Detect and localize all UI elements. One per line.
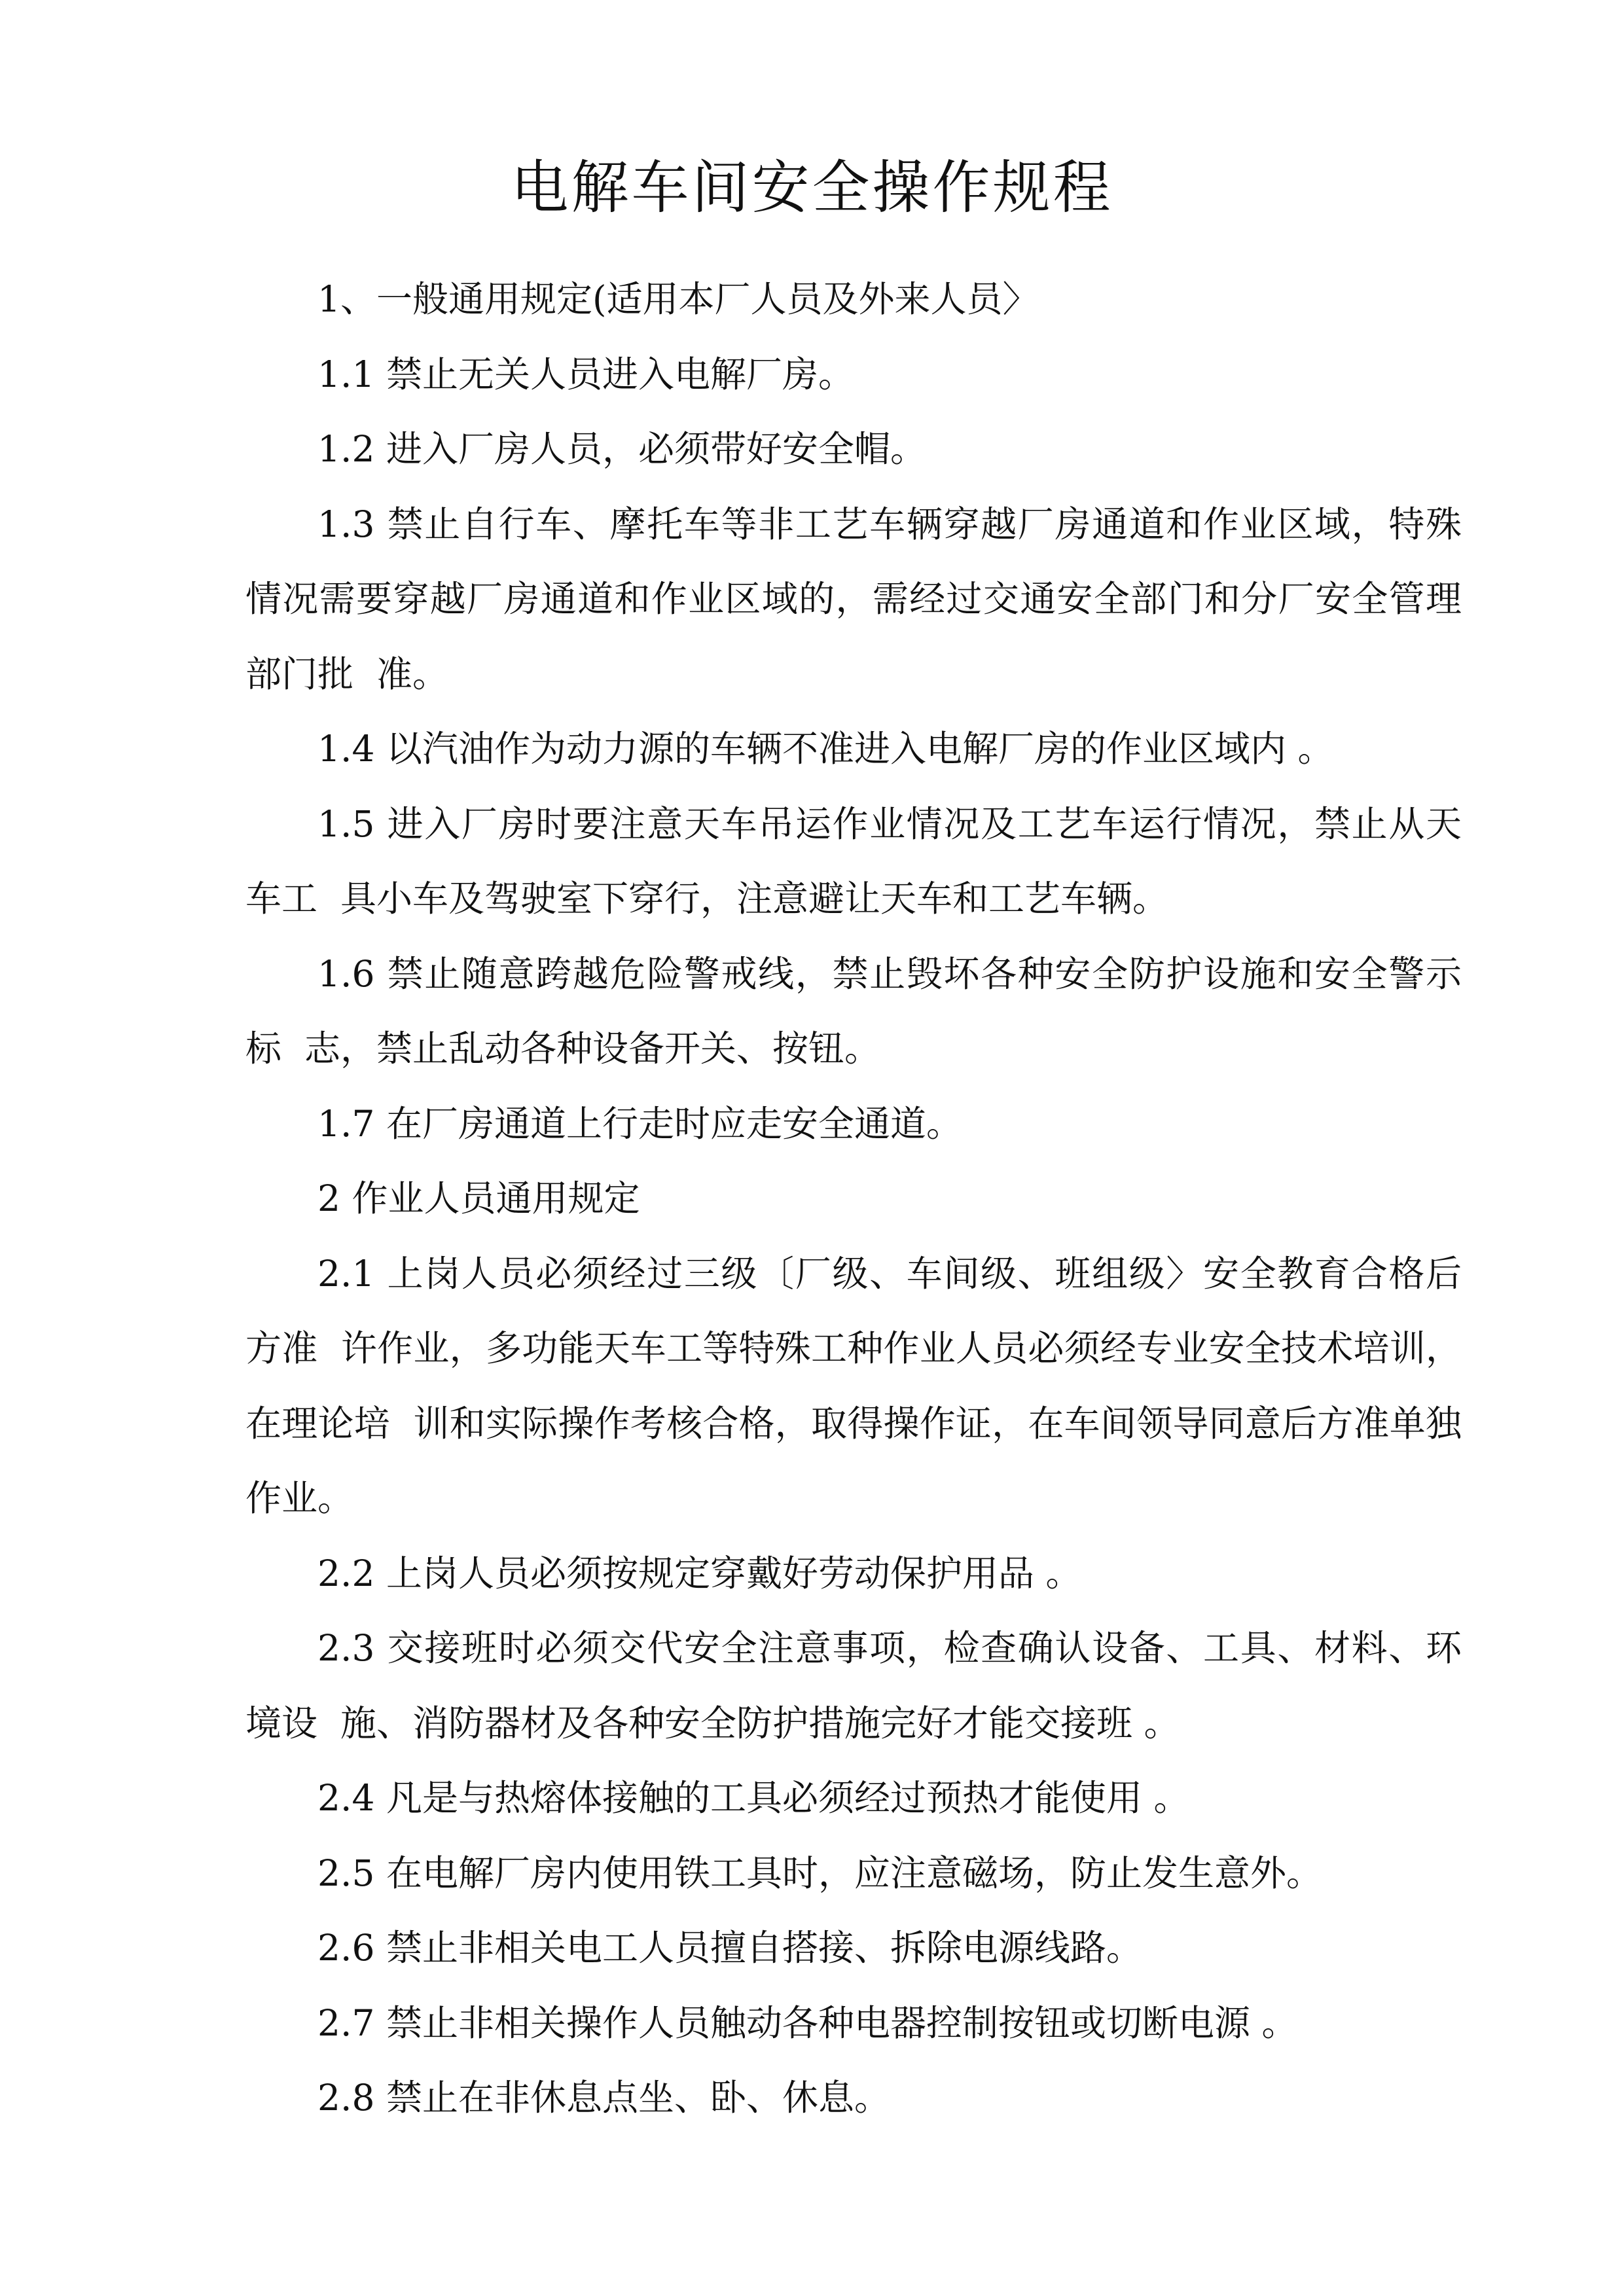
paragraph-rule-1-3: 1.3 禁止自行车、摩托车等非工艺车辆穿越厂房通道和作业区域，特殊情况需要穿越厂房通道和作业区域的，需经过交通安全部门和分厂安全管理部门批 准。 xyxy=(245,503,1462,695)
paragraph-rule-2-1: 2.1 上岗人员必须经过三级〔厂级、车间级、班组级〉安全教育合格后方准 许作业，多功能天车工等特殊工种作业人员必须经专业安全技术培训，在理论培 训和实际操作考核合格，取得操作证，在车间领导同意后方准单独作业。 xyxy=(245,1252,1462,1519)
paragraph-rule-1-2: 1.2 进入厂房人员，必须带好安全帽。 xyxy=(317,428,926,470)
paragraph-rule-1-7: 1.7 在厂房通道上行走时应走安全通道。 xyxy=(317,1102,962,1145)
paragraph-rule-1-6: 1.6 禁止随意跨越危险警戒线，禁止毁坏各种安全防护设施和安全警示标 志，禁止乱动各种设备开关、按钮。 xyxy=(245,952,1462,1069)
paragraph-general-rules-heading: 1、一般通用规定(适用本厂人员及外来人员〉 xyxy=(317,278,1039,320)
paragraph-rule-2-6: 2.6 禁止非相关电工人员擅自搭接、拆除电源线路。 xyxy=(317,1927,1142,1969)
paragraph-rule-2-8: 2.8 禁止在非休息点坐、卧、休息。 xyxy=(317,2077,890,2119)
paragraph-worker-rules-heading: 2 作业人员通用规定 xyxy=(317,1177,640,1219)
document-title: 电解车间安全操作规程 xyxy=(511,154,1113,221)
paragraph-rule-1-1: 1.1 禁止无关人员进入电解厂房。 xyxy=(317,353,854,395)
paragraph-rule-1-5: 1.5 进入厂房时要注意天车吊运作业情况及工艺车运行情况，禁止从天车工 具小车及驾驶室下穿行，注意避让天车和工艺车辆。 xyxy=(245,802,1462,920)
paragraph-rule-2-4: 2.4 凡是与热熔体接触的工具必须经过预热才能使用 。 xyxy=(317,1777,1190,1819)
paragraph-rule-2-5: 2.5 在电解厂房内使用铁工具时，应注意磁场，防止发生意外。 xyxy=(317,1852,1322,1894)
paragraph-rule-2-3: 2.3 交接班时必须交代安全注意事项，检查确认设备、工具、材料、环境设 施、消防器材及各种安全防护措施完好才能交接班 。 xyxy=(245,1627,1462,1744)
paragraph-rule-1-4: 1.4 以汽油作为动力源的车辆不准进入电解厂房的作业区域内 。 xyxy=(317,728,1334,770)
paragraph-rule-2-2: 2.2 上岗人员必须按规定穿戴好劳动保护用品 。 xyxy=(317,1552,1082,1594)
document-body xyxy=(245,262,1462,2136)
paragraph-rule-2-7: 2.7 禁止非相关操作人员触动各种电器控制按钮或切断电源 。 xyxy=(317,2001,1298,2044)
